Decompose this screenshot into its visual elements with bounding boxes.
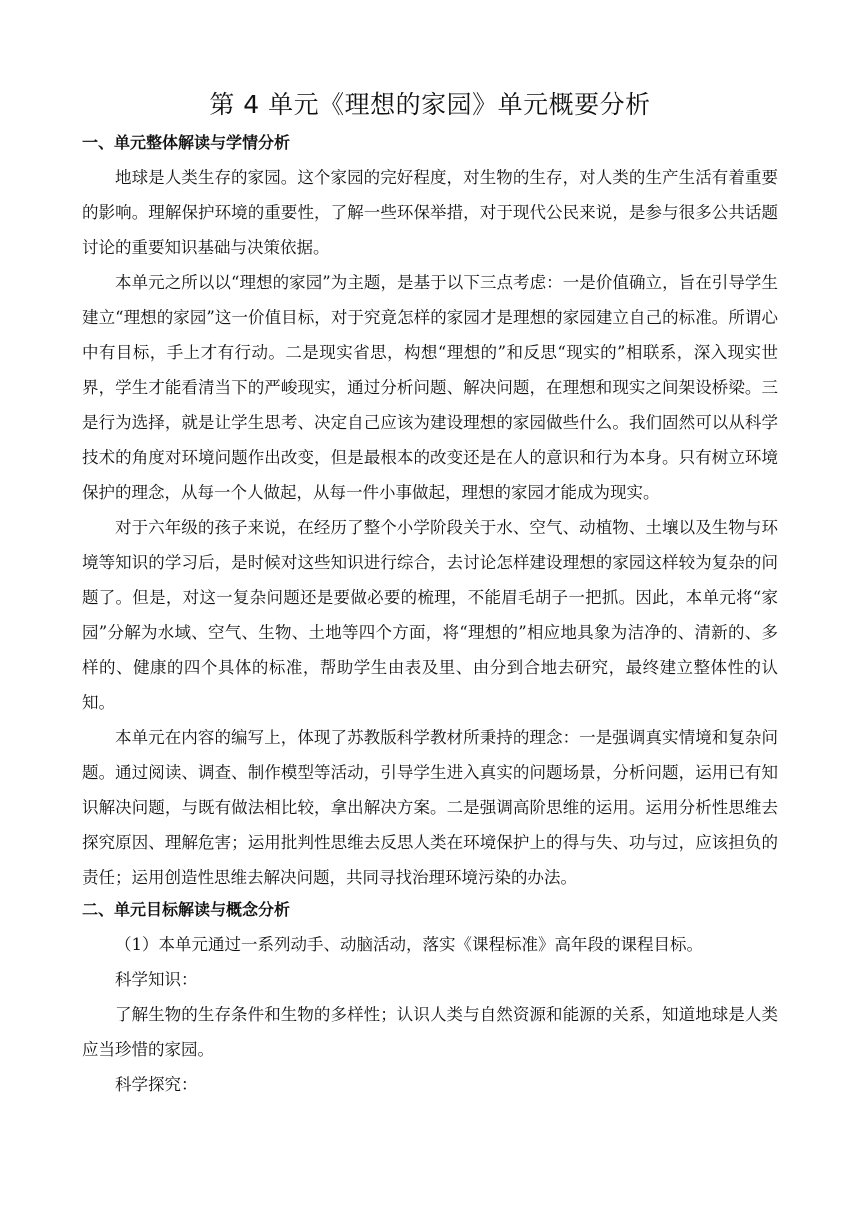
paragraph: 对于六年级的孩子来说，在经历了整个小学阶段关于水、空气、动植物、土壤以及生物与环境等知识的学习后，是时候对这些知识进行综合，去讨论怎样建设理想的家园这样较为复杂的问题了。但是，对这一复杂问题还是要做必要的梳理，不能眉毛胡子一把抓。因此，本单元将“家园”分解为水域、空气、生物、土地等四个方面，将“理想的”相应地具象为洁净的、清新的、多样的、健康的四个具体的标准，帮助学生由表及里、由分到合地去研究，最终建立整体性的认知。 xyxy=(82,518,778,712)
section-2 xyxy=(82,895,778,1102)
document-page xyxy=(82,88,778,1102)
section-1 xyxy=(82,128,778,895)
paragraph: 本单元在内容的编写上，体现了苏教版科学教材所秉持的理念：一是强调真实情境和复杂问题。通过阅读、调查、制作模型等活动，引导学生进入真实的问题场景，分析问题，运用已有知识解决问题，与既有做法相比较，拿出解决方案。二是强调高阶思维的运用。运用分析性思维去探究原因、理解危害；运用批判性思维去反思人类在环境保护上的得与失、功与过，应该担负的责任；运用创造性思维去解决问题，共同寻找治理环境污染的办法。 xyxy=(82,728,778,887)
paragraph: 本单元之所以以“理想的家园”为主题，是基于以下三点考虑：一是价值确立，旨在引导学生建立“理想的家园”这一价值目标，对于究竟怎样的家园才是理想的家园建立自己的标准。所谓心中有目标，手上才有行动。二是现实省思，构想“理想的”和反思“现实的”相联系，深入现实世界，学生才能看清当下的严峻现实，通过分析问题、解决问题，在理想和现实之间架设桥梁。三是行为选择，就是让学生思考、决定自己应该为建设理想的家园做些什么。我们固然可以从科学技术的角度对环境问题作出改变，但是最根本的改变还是在人的意识和行为本身。只有树立环境保护的理念，从每一个人做起，从每一件小事做起，理想的家园才能成为现实。 xyxy=(82,273,778,502)
section-heading: 一、单元整体解读与学情分析 xyxy=(82,133,291,152)
paragraph: 科学知识： xyxy=(115,970,198,989)
paragraph: 科学探究： xyxy=(115,1075,198,1094)
paragraph: 地球是人类生存的家园。这个家园的完好程度，对生物的生存，对人类的生产生活有着重要的影响。理解保护环境的重要性，了解一些环保举措，对于现代公民来说，是参与很多公共话题讨论的重要知识基础与决策依据。 xyxy=(82,168,778,257)
paragraph: （1）本单元通过一系列动手、动脑活动，落实《课程标准》高年段的课程目标。 xyxy=(115,935,703,954)
document-title: 第 4 单元《理想的家园》单元概要分析 xyxy=(209,90,651,119)
paragraph: 了解生物的生存条件和生物的多样性；认识人类与自然资源和能源的关系，知道地球是人类应当珍惜的家园。 xyxy=(82,1005,778,1059)
section-heading: 二、单元目标解读与概念分析 xyxy=(82,900,291,919)
